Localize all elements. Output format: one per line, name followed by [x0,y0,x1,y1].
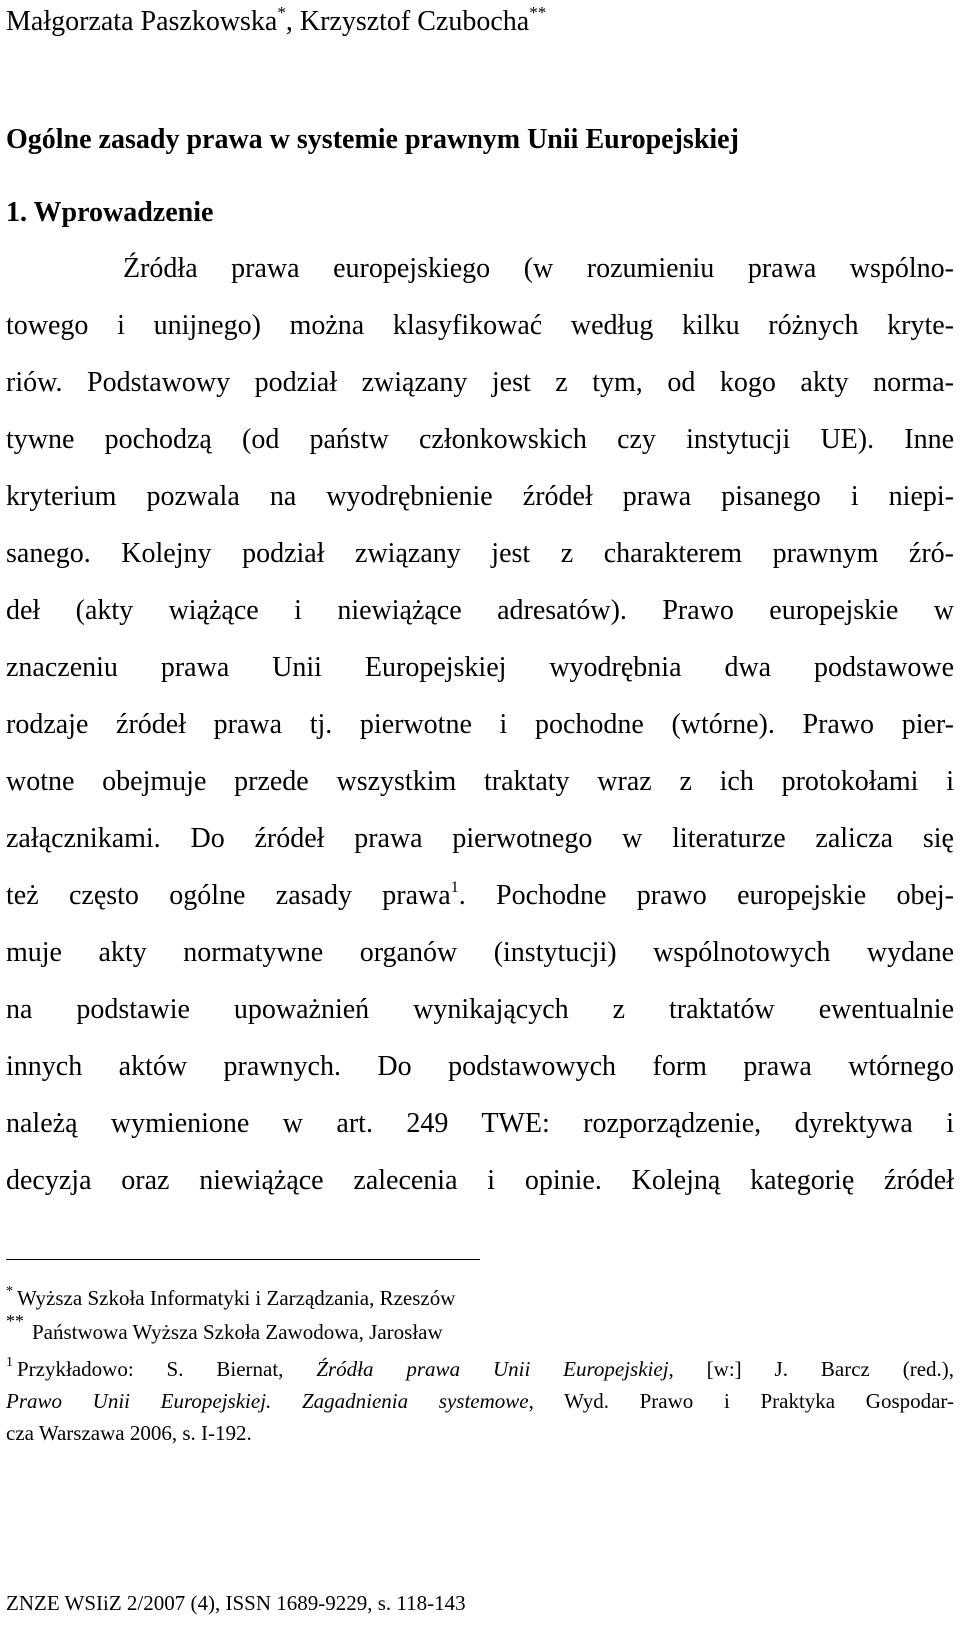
body-line: towego i unijnego) można klasyfikować według kilku różnych kryte- [6,310,954,341]
body-line: deł (akty wiążące i niewiążące adresatów). Prawo europejskie w [6,595,954,626]
body-line: muje akty normatywne organów (instytucji) wspólnotowych wydane [6,937,954,968]
paper-title: Ogólne zasady prawa w systemie prawnym Unii Europejskiej [6,124,739,155]
author-1: Małgorzata Paszkowska [6,6,278,37]
journal-footer: ZNZE WSIiZ 2/2007 (4), ISSN 1689-9229, s. 118-143 [6,1591,466,1615]
footnote-citation: $^1$ Przykładowo: S. Biernat, Źródła prawa Unii Europejskiej, [w:] J. Barcz (red.), [6,1355,955,1381]
body-line: tywne pochodzą (od państw członkowskich czy instytucji UE). Inne [6,424,954,455]
body-line: riów. Podstawowy podział związany jest z tym, od kogo akty norma- [6,367,954,398]
body-line: wotne obejmuje przede wszystkim traktaty wraz z ich protokołami i [6,766,954,797]
footnote-citation-cont: Prawo Unii Europejskiej. Zagadnienia systemowe, Wyd. Prawo i Praktyka Gospodar- [6,1389,954,1413]
author-2: Krzysztof Czubocha [299,6,530,37]
body-line: kryterium pozwala na wyodrębnienie źródeł prawa pisanego i niepi- [6,481,954,512]
body-line: rodzaje źródeł prawa tj. pierwotne i pochodne (wtórne). Prawo pier- [6,709,954,740]
footnote-citation-end: cza Warszawa 2006, s. I-192. [6,1421,252,1445]
section-heading: 1. Wprowadzenie [6,197,214,228]
body-line: decyzja oraz niewiążące zalecenia i opinie. Kolejną kategorię źródeł [6,1165,954,1196]
author-line [6,0,546,44]
body-line: na podstawie upoważnień wynikających z traktatów ewentualnie [6,994,954,1025]
footnote-reference: 1 [450,879,459,896]
body-line: znaczeniu prawa Unii Europejskiej wyodrębnia dwa podstawowe [6,652,954,683]
body-line: należą wymienione w art. 249 TWE: rozporządzenie, dyrektywa i [6,1108,954,1139]
body-line-with-reference: też często ogólne zasady prawa$^1$. Pochodne prawo europejskie obej- [6,879,954,911]
footnote-separator [6,1259,480,1260]
author-separator: , [285,6,300,37]
body-line: innych aktów prawnych. Do podstawowych form prawa wtórnego [6,1051,954,1082]
author-2-mark: ** [529,3,547,22]
body-line: Źródła prawa europejskiego (w rozumieniu prawa wspólno- [123,253,954,284]
author-1-mark: * [277,3,286,22]
body-line: załącznikami. Do źródeł prawa pierwotnego w literaturze zalicza się [6,823,954,854]
footnote-affiliation-2: ** Państwowa Wyższa Szkoła Zawodowa, Jarosław [6,1311,443,1344]
footnote-affiliation-1: * Wyższa Szkoła Informatyki i Zarządzania, Rzeszów [6,1284,456,1310]
body-line: sanego. Kolejny podział związany jest z charakterem prawnym źró- [6,538,954,569]
